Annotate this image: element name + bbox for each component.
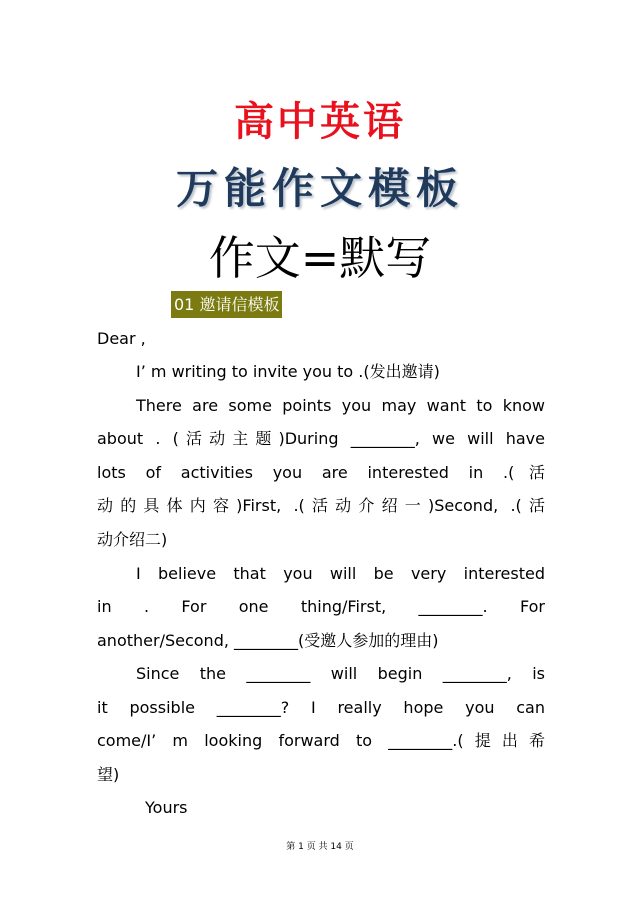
letter-line: another/Second, ________(受邀人参加的理由): [97, 631, 439, 650]
letter-line: Since the ________ will begin ________, is: [136, 664, 545, 683]
letter-line: 望): [97, 765, 120, 784]
letter-line: Dear ,: [97, 329, 146, 348]
letter-line: about . (活动主题)During ________, we will have: [97, 429, 545, 448]
letter-line: it possible ________? I really hope you can: [97, 698, 545, 717]
letter-line: I believe that you will be very interested: [136, 564, 545, 583]
letter-closing: Yours: [145, 798, 188, 817]
letter-line: There are some points you may want to know: [136, 396, 545, 415]
title-essay-equals-dictation: 作文=默写: [208, 231, 432, 285]
page-footer: 第 1 页 共 14 页: [286, 842, 354, 852]
section-tag-invitation-letter: 01 邀请信模板: [171, 291, 282, 318]
letter-line: lots of activities you are interested in .(活: [97, 463, 545, 482]
title-universal-essay-template: 万能作文模板: [175, 164, 464, 213]
letter-line: in . For one thing/First, ________. For: [97, 597, 545, 616]
letter-line: come/I’ m looking forward to ________.(提出希: [97, 731, 545, 750]
letter-line: I’ m writing to invite you to .(发出邀请): [136, 362, 440, 381]
title-high-school-english: 高中英语: [234, 98, 406, 145]
letter-line: 动的具体内容)First, .(活动介绍一)Second, .(活: [97, 496, 545, 515]
letter-line: 动介绍二): [97, 530, 168, 549]
